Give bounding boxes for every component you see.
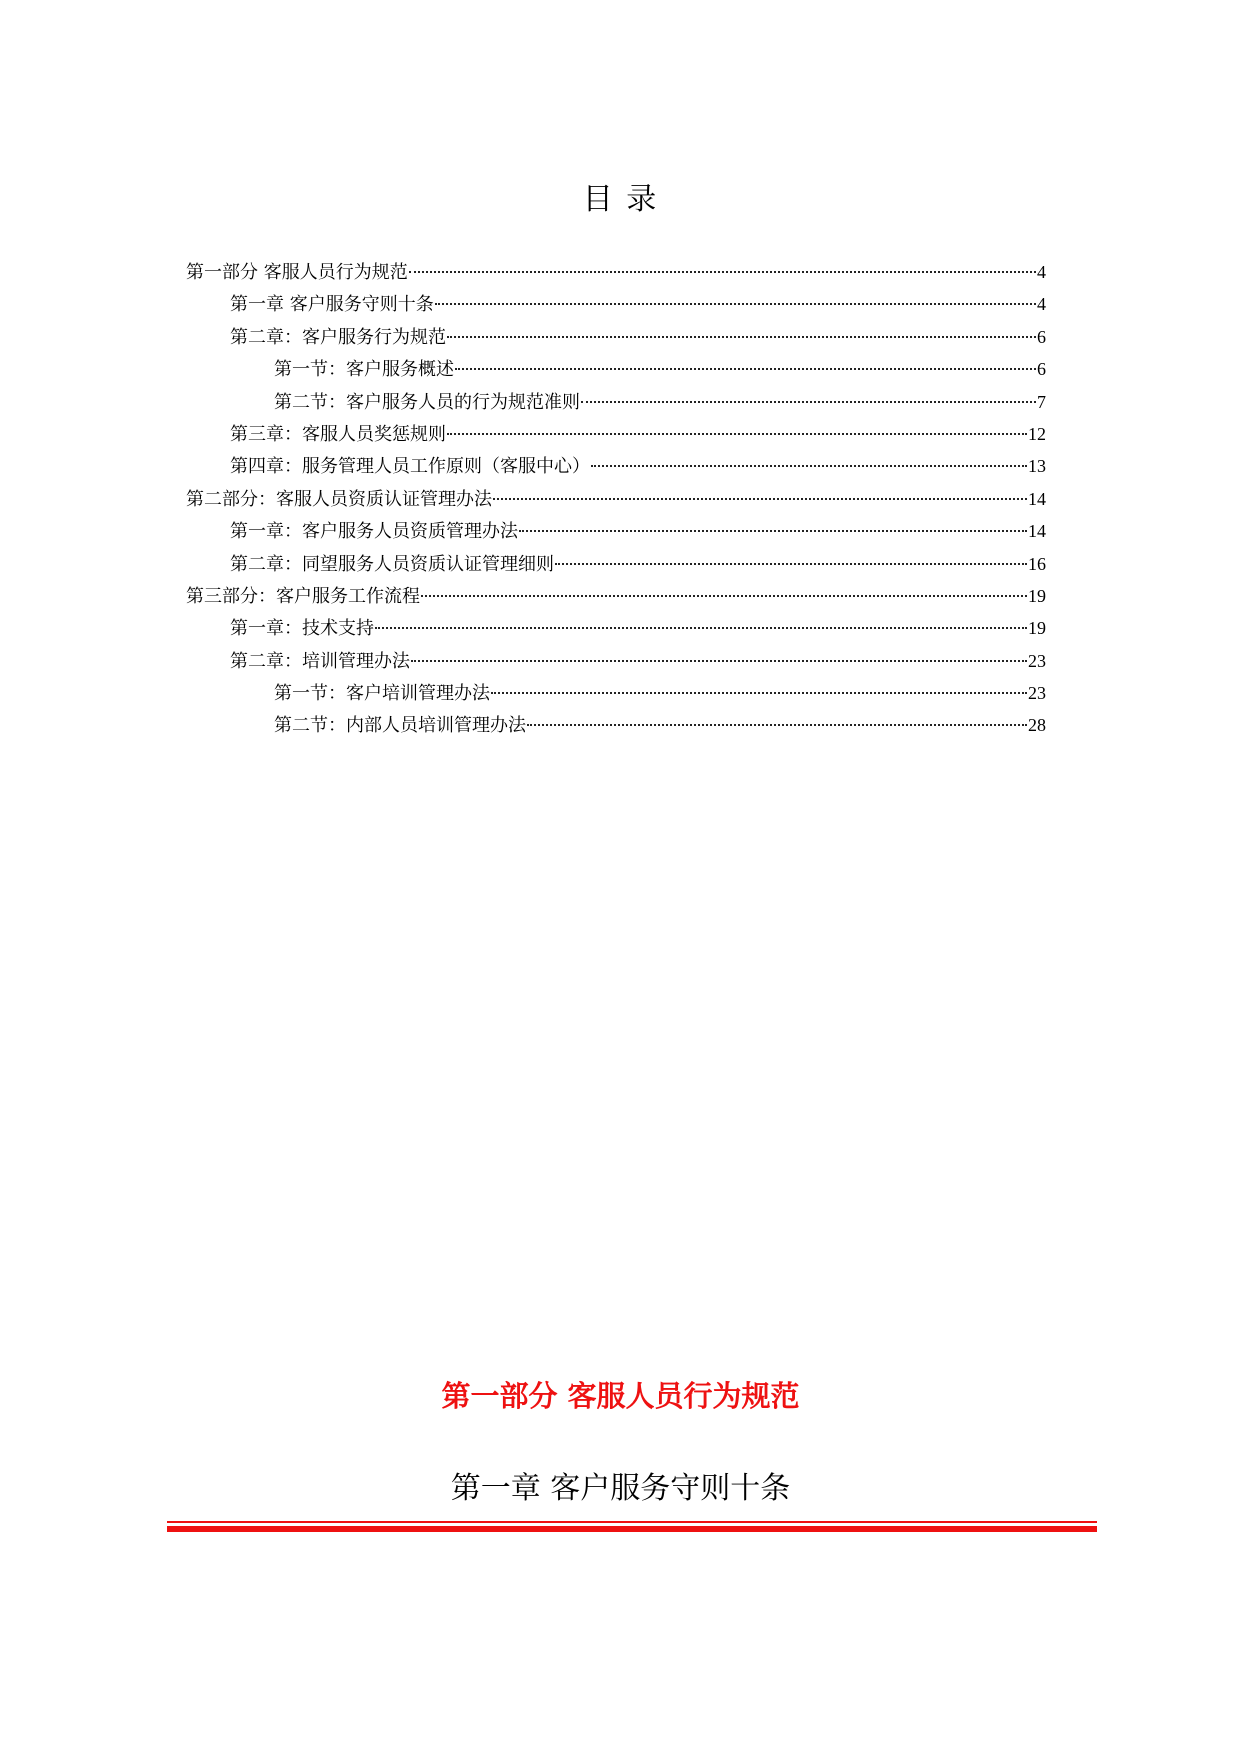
toc-dot-leader <box>447 336 1036 338</box>
toc-entry-label: 第三章：客服人员奖惩规则 <box>230 423 446 445</box>
toc-dot-leader <box>491 692 1027 694</box>
toc-entry-page-number: 19 <box>1028 618 1046 639</box>
toc-dot-leader <box>409 271 1036 273</box>
toc-entry[interactable] <box>186 256 1046 288</box>
toc-dot-leader <box>411 660 1027 662</box>
heading-rule-thick <box>167 1526 1097 1532</box>
toc-entry-page-number: 28 <box>1028 715 1046 736</box>
toc-entry[interactable] <box>186 483 1046 515</box>
toc-entry-label: 第一章 客户服务守则十条 <box>230 294 434 316</box>
toc-entry-page-number: 6 <box>1037 326 1046 347</box>
toc-entry-page-number: 4 <box>1037 294 1046 315</box>
toc-entry-page-number: 14 <box>1028 521 1046 542</box>
toc-entry-label: 第一章：技术支持 <box>230 618 374 640</box>
toc-entry[interactable] <box>186 645 1046 677</box>
table-of-contents <box>186 256 1046 742</box>
toc-entry-label: 第一节：客户服务概述 <box>274 359 454 381</box>
toc-entry-page-number: 14 <box>1028 488 1046 509</box>
toc-entry-page-number: 19 <box>1028 585 1046 606</box>
toc-entry-label: 第三部分：客户服务工作流程 <box>186 585 420 607</box>
toc-entry-page-number: 13 <box>1028 456 1046 477</box>
toc-entry-label: 第二章：同望服务人员资质认证管理细则 <box>230 553 554 575</box>
toc-dot-leader <box>375 627 1027 629</box>
toc-dot-leader <box>527 724 1027 726</box>
toc-entry[interactable] <box>186 288 1046 320</box>
toc-entry-page-number: 6 <box>1037 359 1046 380</box>
toc-entry[interactable] <box>186 353 1046 385</box>
toc-dot-leader <box>555 563 1027 565</box>
toc-entry-label: 第一部分 客服人员行为规范 <box>186 262 408 283</box>
toc-dot-leader <box>519 530 1027 532</box>
chapter-heading: 第一章 客户服务守则十条 <box>450 1471 791 1506</box>
toc-dot-leader <box>493 498 1027 500</box>
heading-rule-thin <box>167 1521 1097 1523</box>
toc-dot-leader <box>435 303 1036 305</box>
toc-entry-label: 第四章：服务管理人员工作原则（客服中心） <box>230 456 590 478</box>
toc-entry-label: 第二章：客户服务行为规范 <box>230 326 446 348</box>
toc-entry[interactable] <box>186 709 1046 741</box>
toc-entry[interactable] <box>186 386 1046 418</box>
toc-entry[interactable] <box>186 580 1046 612</box>
toc-entry-label: 第二章：培训管理办法 <box>230 650 410 672</box>
toc-entry-page-number: 12 <box>1028 423 1046 444</box>
toc-title: 目 录 <box>582 182 659 217</box>
toc-entry-page-number: 23 <box>1028 683 1046 704</box>
toc-entry-label: 第二部分：客服人员资质认证管理办法 <box>186 488 492 510</box>
toc-entry[interactable] <box>186 677 1046 709</box>
toc-entry-label: 第一章：客户服务人员资质管理办法 <box>230 521 518 543</box>
toc-dot-leader <box>421 595 1027 597</box>
toc-dot-leader <box>455 368 1036 370</box>
toc-entry-page-number: 4 <box>1037 262 1046 282</box>
toc-entry-label: 第二节：客户服务人员的行为规范准则 <box>274 391 580 413</box>
part-heading: 第一部分 客服人员行为规范 <box>441 1379 800 1413</box>
toc-entry-page-number: 7 <box>1037 391 1046 412</box>
toc-entry-page-number: 23 <box>1028 650 1046 671</box>
toc-entry[interactable] <box>186 418 1046 450</box>
toc-entry[interactable] <box>186 515 1046 547</box>
toc-entry[interactable] <box>186 612 1046 644</box>
toc-dot-leader <box>581 401 1036 403</box>
toc-dot-leader <box>591 465 1027 467</box>
toc-entry-page-number: 16 <box>1028 553 1046 574</box>
toc-dot-leader <box>447 433 1027 435</box>
toc-entry-label: 第二节：内部人员培训管理办法 <box>274 715 526 737</box>
toc-entry[interactable] <box>186 321 1046 353</box>
toc-entry[interactable] <box>186 548 1046 580</box>
toc-entry[interactable] <box>186 450 1046 482</box>
toc-entry-label: 第一节：客户培训管理办法 <box>274 683 490 705</box>
